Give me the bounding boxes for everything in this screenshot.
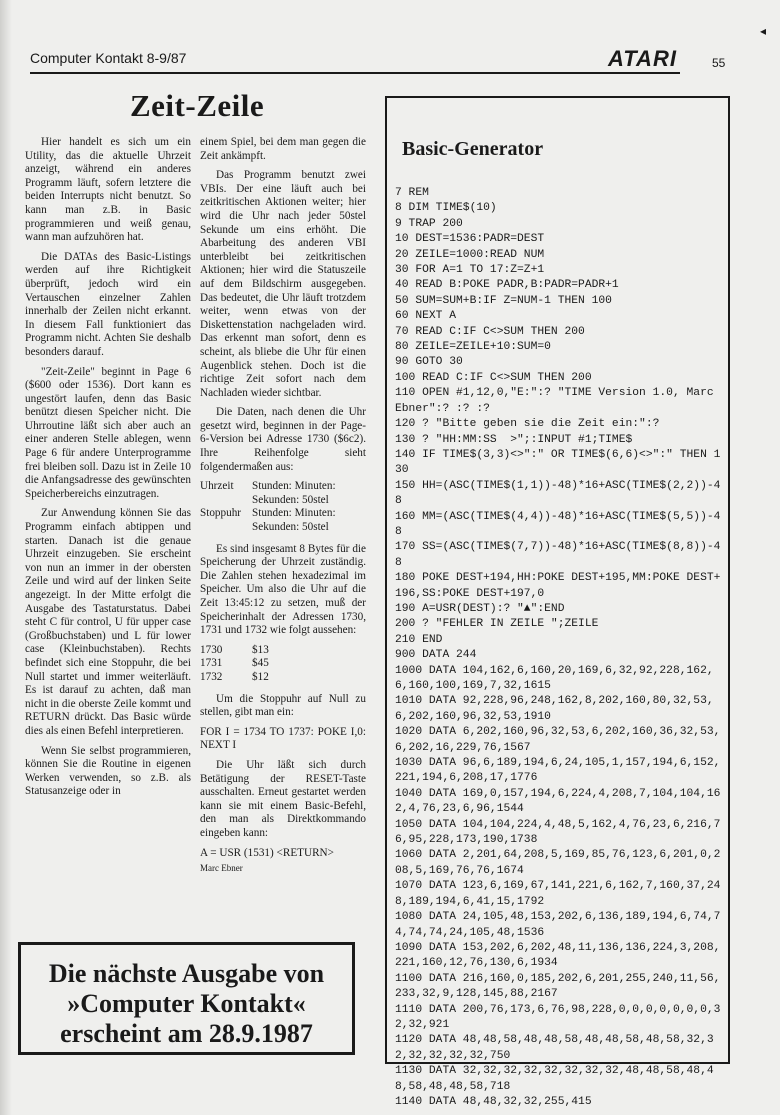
paragraph: Wenn Sie selbst programmieren, können Sie die Routine in eigenen Werken verwenden, so z.B. als Statusanzeige oder in xyxy=(25,744,191,798)
listing-line: 100 READ C:IF C<>SUM THEN 200 xyxy=(395,371,592,384)
format-fields: Stunden: Minuten: xyxy=(252,507,336,520)
page-edge-shadow xyxy=(0,0,12,1115)
paragraph: Das Programm benutzt zwei VBIs. Der eine läuft auch bei zeitkritischen Aktionen weiter; hier wird die Uhr nach jeder 50stel Sekunde um eins erhöht. Die Abarbeitung des anderen VBI unterbleibt bei zeitkritischen Aktionen; hier wird die Statuszeile auf dem Bildschirm ausgegeben. Das bedeutet, die Uhr läuft trotzdem weiter, wenn etwas von der Diskettenstation nachgeladen wird. Das erkennt man sofort, denn es scheint, als bliebe die Uhr für einen Augenblick stehen. Doch ist die richtige Zeit sofort nach dem Nachladen wieder sichtbar. xyxy=(200,169,366,399)
listing-line: 160 MM=(ASC(TIME$(4,4))-48)*16+ASC(TIME$(5,5))-48 xyxy=(395,510,721,538)
paragraph: Die DATAs des Basic-Listings werden auf ihre Richtigkeit überprüft, jedoch wird ein Vertauschen einzelner Zahlen innerhalb der Zeilen nicht erkannt. In diesem Fall funktioniert das Programm nicht. Achten Sie deshalb besonders darauf. xyxy=(25,250,191,358)
listing-line: 190 A=USR(DEST):? "▲":END xyxy=(395,602,565,615)
announcement-line: Die nächste Ausgabe von xyxy=(48,959,325,988)
listing-line: 900 DATA 244 xyxy=(395,649,477,662)
listing-line: 1050 DATA 104,104,224,4,48,5,162,4,76,23,6,216,76,95,228,173,190,1738 xyxy=(395,818,721,847)
listing-line: 50 SUM=SUM+B:IF Z=NUM-1 THEN 100 xyxy=(395,294,612,307)
listing-title: Basic-Generator xyxy=(402,138,544,160)
listing-line: 80 ZEILE=ZEILE+10:SUM=0 xyxy=(395,341,551,354)
listing-line: 90 GOTO 30 xyxy=(395,356,463,369)
listing-line: 8 DIM TIME$(10) xyxy=(395,202,497,215)
listing-line: 120 ? "Bitte geben sie die Zeit ein:":? xyxy=(395,418,660,431)
format-row xyxy=(200,521,366,535)
usr-command: A = USR (1531) <RETURN> xyxy=(200,846,334,859)
basic-listing xyxy=(395,186,725,1110)
paragraph: Die Daten, nach denen die Uhr gesetzt wird, beginnen in der Page-6-Version bei Adresse 1730 ($6c2). Ihre Reihenfolge sieht folgendermaßen aus: xyxy=(200,406,366,473)
listing-line: 150 HH=(ASC(TIME$(1,1))-48)*16+ASC(TIME$(2,2))-48 xyxy=(395,479,721,508)
address: 1731 xyxy=(200,657,223,670)
listing-line: 1020 DATA 6,202,160,96,32,53,6,202,160,36,32,53,6,202,16,229,76,1567 xyxy=(395,726,721,754)
format-label: Stoppuhr xyxy=(200,507,242,520)
listing-line: 9 TRAP 200 xyxy=(395,217,463,230)
listing-line: 1120 DATA 48,48,58,48,48,58,48,48,58,48,58,32,32,32,32,32,32,750 xyxy=(395,1034,714,1062)
listing-line: 1040 DATA 169,0,157,194,6,224,4,208,7,104,104,162,4,76,23,6,96,1544 xyxy=(395,787,721,816)
listing-line: 210 END xyxy=(395,633,443,646)
listing-line: 180 POKE DEST+194,HH:POKE DEST+195,MM:POKE DEST+196,SS:POKE DEST+197,0 xyxy=(395,572,721,600)
magazine-issue: Computer Kontakt 8-9/87 xyxy=(30,50,187,66)
listing-line: 1110 DATA 200,76,173,6,76,98,228,0,0,0,0,0,0,0,32,32,921 xyxy=(395,1003,721,1031)
paragraph: Die Uhr läßt sich durch Betätigung der RESET-Taste ausschalten. Erneut gestartet werden kann sie mit einem Basic-Befehl, den man als Direktkommando eingeben kann: xyxy=(200,758,366,839)
address-row xyxy=(200,657,366,671)
listing-box xyxy=(385,96,730,1108)
format-label: Uhrzeit xyxy=(200,480,234,493)
listing-line: 1070 DATA 123,6,169,67,141,221,6,162,7,160,37,248,189,194,6,41,15,1792 xyxy=(395,880,721,908)
article-column-2 xyxy=(200,136,366,876)
listing-line: 130 ? "HH:MM:SS >";:INPUT #1;TIME$ xyxy=(395,433,633,446)
format-fields: Sekunden: 50stel xyxy=(252,521,329,534)
poke-command: FOR I = 1734 TO 1737: POKE I,0: NEXT I xyxy=(200,725,366,752)
address-value: $45 xyxy=(252,657,269,670)
article-column-1 xyxy=(25,136,191,805)
listing-line: 1060 DATA 2,201,64,208,5,169,85,76,123,6,201,0,208,5,169,76,76,1674 xyxy=(395,849,721,877)
address-value: $12 xyxy=(252,670,269,683)
listing-line: 7 REM xyxy=(395,187,429,199)
listing-line: 1100 DATA 216,160,0,185,202,6,201,255,240,11,56,233,32,9,128,145,88,2167 xyxy=(395,972,721,1001)
listing-line: 1130 DATA 32,32,32,32,32,32,32,32,48,48,58,48,48,58,48,48,58,718 xyxy=(395,1065,714,1093)
address: 1732 xyxy=(200,670,223,683)
listing-line: 10 DEST=1536:PADR=DEST xyxy=(395,233,545,246)
address-table xyxy=(200,644,366,685)
section-title: ATARI xyxy=(608,46,677,71)
paragraph: Zur Anwendung können Sie das Programm einfach abtippen und starten. Danach ist die genaue Uhrzeit einzugeben. Sie erscheint von nun an immer in der obersten Zeile und wird auf der linken Seite angezeigt. In der Mitte erfolgt die Ausgabe des Tastaturstatus. Dabei steht C für control, U für upper case (Großbuchstaben) und L für lower case (Kleinbuchstaben). Rechts befindet sich eine Stoppuhr, die bei Null startet und immer weiterläuft. Es ist darauf zu achten, daß man nicht in die oberste Zeile kommt und RETURN drückt. Das Basic würde dies als einen Befehl interpretieren. xyxy=(25,507,191,737)
listing-line: 70 READ C:IF C<>SUM THEN 200 xyxy=(395,325,585,338)
author-signature: Marc Ebner xyxy=(200,863,243,874)
article-title: Zeit-Zeile xyxy=(130,88,265,123)
listing-line: 170 SS=(ASC(TIME$(7,7))-48)*16+ASC(TIME$(8,8))-48 xyxy=(395,541,721,569)
format-fields: Sekunden: 50stel xyxy=(252,493,329,506)
next-issue-announcement xyxy=(18,942,355,1055)
paragraph: Es sind insgesamt 8 Bytes für die Speicherung der Uhrzeit zuständig. Die Zahlen stehen hexadezimal im Speicher. Um also die Uhr auf die Zeit 13:45:12 zu setzen, muß der Speicherinhalt der Adressen 1730, 1731 und 1732 wie folgt aussehen: xyxy=(200,542,366,637)
listing-line: 200 ? "FEHLER IN ZEILE ";ZEILE xyxy=(395,618,599,631)
announcement-line: erscheint am 28.9.1987 xyxy=(60,1019,313,1048)
address-row xyxy=(200,671,366,685)
format-row xyxy=(200,480,366,494)
listing-line: 30 FOR A=1 TO 17:Z=Z+1 xyxy=(395,264,545,277)
paragraph: Hier handelt es sich um ein Utility, das die aktuelle Uhrzeit anzeigt, während ein anderes Programm läuft, sofern letztere die beiden Interrupts nicht benutzt. So kann man z.B. in Basic programmieren und weiß genau, wann man aufzuhören hat. xyxy=(25,136,191,244)
header-divider xyxy=(30,72,680,74)
listing-line: 1090 DATA 153,202,6,202,48,11,136,136,224,3,208,221,160,12,76,130,6,1934 xyxy=(395,941,721,970)
page-header xyxy=(30,46,730,80)
listing-line: 140 IF TIME$(3,3)<>":" OR TIME$(6,6)<>":" THEN 130 xyxy=(395,448,721,477)
listing-line: 1080 DATA 24,105,48,153,202,6,136,189,194,6,74,74,74,74,24,105,48,1536 xyxy=(395,911,721,939)
paragraph: einem Spiel, bei dem man gegen die Zeit ankämpft. xyxy=(200,136,366,162)
listing-line: 20 ZEILE=1000:READ NUM xyxy=(395,248,545,261)
listing-line: 110 OPEN #1,12,0,"E:":? "TIME Version 1.0, Marc Ebner":? :? :? xyxy=(395,387,721,415)
format-fields: Stunden: Minuten: xyxy=(252,480,336,493)
listing-line: 1010 DATA 92,228,96,248,162,8,202,160,80,32,53,6,202,160,96,32,53,1910 xyxy=(395,695,714,723)
time-format-table xyxy=(200,480,366,534)
listing-line: 40 READ B:POKE PADR,B:PADR=PADR+1 xyxy=(395,279,619,292)
margin-arrow-icon: ◂ xyxy=(760,24,767,38)
listing-line: 1140 DATA 48,48,32,32,255,415 xyxy=(395,1095,592,1108)
page-number: 55 xyxy=(712,56,726,70)
address-row xyxy=(200,644,366,658)
paragraph: "Zeit-Zeile" beginnt in Page 6 ($600 oder 1536). Dort kann es ungestört laufen, denn das Basic benützt diesen Speicher nicht. Die Uhrroutine läßt sich aber auch an einer anderen Stelle ablegen, wenn Page 6 für andere Unterprogramme frei bleiben soll. Dazu ist in Zeile 10 die Anfangsadresse des gewünschten Speicherbereichs einzutragen. xyxy=(25,365,191,500)
listing-line: 60 NEXT A xyxy=(395,310,457,323)
address-value: $13 xyxy=(252,643,269,656)
announcement-line: »Computer Kontakt« xyxy=(67,989,306,1018)
address: 1730 xyxy=(200,643,223,656)
format-row xyxy=(200,494,366,508)
paragraph: Um die Stoppuhr auf Null zu stellen, gibt man ein: xyxy=(200,692,366,719)
listing-line: 1000 DATA 104,162,6,160,20,169,6,32,92,228,162,6,160,100,169,7,32,1615 xyxy=(395,664,714,692)
listing-line: 1030 DATA 96,6,189,194,6,24,105,1,157,194,6,152,221,194,6,208,17,1776 xyxy=(395,757,721,785)
format-row xyxy=(200,507,366,521)
